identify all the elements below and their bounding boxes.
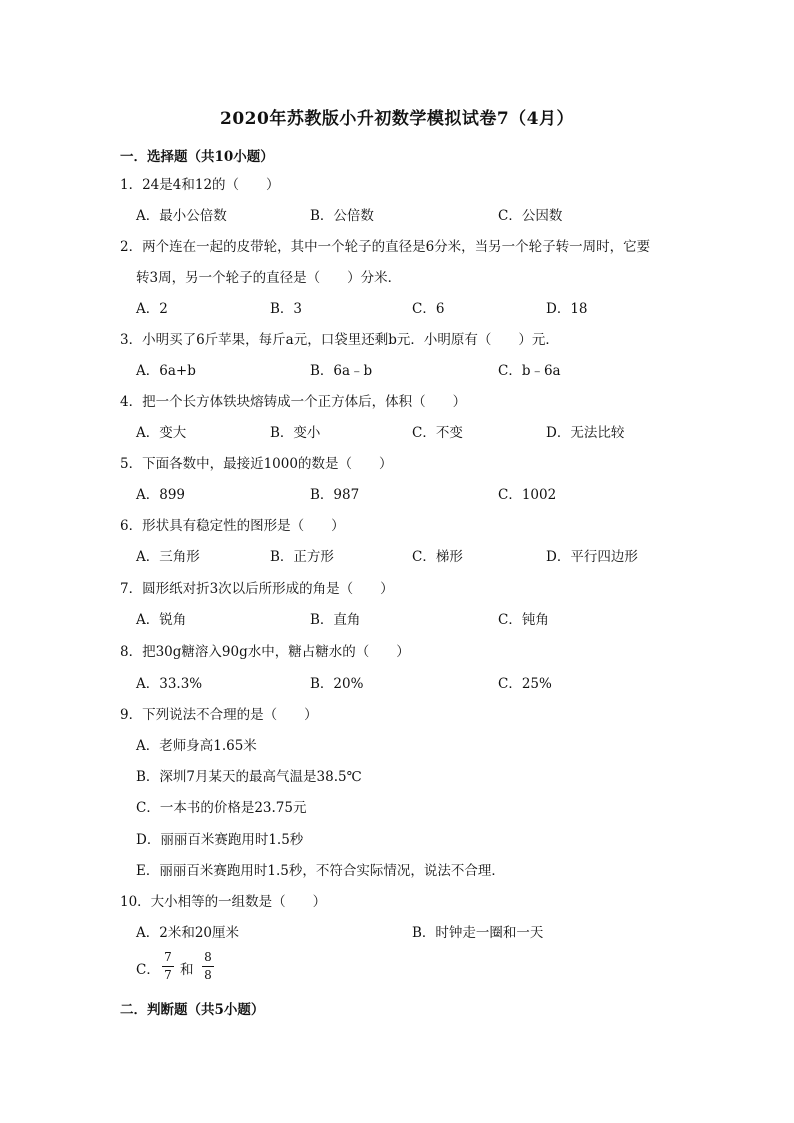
- question-1: 1．24是4和12的（ ）: [120, 177, 280, 193]
- option-c: C．一本书的价格是23.75元: [136, 800, 307, 816]
- option-c: C．6: [412, 301, 445, 317]
- option-d: D．18: [546, 301, 588, 317]
- option-d: D．平行四边形: [546, 549, 638, 565]
- options-4: [136, 423, 696, 443]
- option-c-row: [136, 950, 696, 982]
- option-c: C．不变: [412, 425, 463, 441]
- question-8: 8．把30g糖溶入90g水中，糖占糖水的（ ）: [120, 644, 410, 660]
- fraction-numerator: 7: [164, 950, 172, 964]
- option-b: B．正方形: [270, 549, 334, 565]
- and-word: 和: [180, 962, 194, 978]
- options-7: [136, 610, 696, 630]
- option-b: B．直角: [310, 612, 361, 628]
- options-3: [136, 361, 696, 381]
- fraction-seven-sevenths: [162, 950, 174, 983]
- fraction-denominator: 8: [204, 968, 212, 982]
- option-c: C．梯形: [412, 549, 463, 565]
- options-8: [136, 674, 696, 694]
- question-2-continued: 转3周，另一个轮子的直径是（ ）分米．: [136, 270, 402, 286]
- option-a: A．33.3%: [136, 676, 203, 692]
- option-a: A．最小公倍数: [136, 208, 227, 224]
- question-2: 2．两个连在一起的皮带轮，其中一个轮子的直径是6分米，当另一个轮子转一周时，它要: [120, 239, 651, 255]
- question-6: 6．形状具有稳定性的图形是（ ）: [120, 518, 345, 534]
- options-10: [136, 923, 696, 943]
- fraction-numerator: 8: [204, 950, 212, 964]
- option-a: A．2米和20厘米: [136, 925, 240, 941]
- option-d: D．丽丽百米赛跑用时1.5秒: [136, 832, 304, 848]
- option-b: B．深圳7月某天的最高气温是38.5℃: [136, 769, 362, 785]
- options-1: [136, 206, 696, 226]
- fraction-eight-eighths: [202, 950, 214, 983]
- option-d: D．无法比较: [546, 425, 625, 441]
- options-2: [136, 299, 696, 319]
- option-b: B．公倍数: [310, 208, 374, 224]
- option-b: B．20%: [310, 676, 364, 692]
- question-9: 9．下列说法不合理的是（ ）: [120, 707, 318, 723]
- page-title: 2020年苏教版小升初数学模拟试卷7（4月）: [220, 109, 574, 129]
- option-c: C．公因数: [498, 208, 563, 224]
- question-5: 5．下面各数中，最接近1000的数是（ ）: [120, 456, 393, 472]
- fraction-bar: [202, 966, 214, 967]
- question-10: 10．大小相等的一组数是（ ）: [120, 894, 327, 910]
- fraction-bar: [162, 966, 174, 967]
- option-a: A．变大: [136, 425, 187, 441]
- fraction-denominator: 7: [164, 968, 172, 982]
- option-a: A．老师身高1.65米: [136, 738, 257, 754]
- options-5: [136, 485, 696, 505]
- option-c: C．25%: [498, 676, 552, 692]
- question-4: 4．把一个长方体铁块熔铸成一个正方体后，体积（ ）: [120, 394, 467, 410]
- question-7: 7．圆形纸对折3次以后所形成的角是（ ）: [120, 581, 394, 597]
- option-c: C．1002: [498, 487, 557, 503]
- option-b: B．时钟走一圈和一天: [412, 925, 544, 941]
- option-a: A．2: [136, 301, 168, 317]
- question-3: 3．小明买了6斤苹果，每斤a元，口袋里还剩b元．小明原有（ ）元．: [120, 332, 559, 348]
- option-a: A．锐角: [136, 612, 187, 628]
- option-e: E．丽丽百米赛跑用时1.5秒，不符合实际情况，说法不合理．: [136, 863, 505, 879]
- section-heading-choice: 一．选择题（共10小题）: [120, 149, 274, 165]
- option-b: B．6a﹣b: [310, 363, 373, 379]
- option-a: A．三角形: [136, 549, 200, 565]
- option-c: C．b﹣6a: [498, 363, 561, 379]
- option-b: B．987: [310, 487, 360, 503]
- option-b: B．3: [270, 301, 303, 317]
- option-a: A．899: [136, 487, 186, 503]
- section-heading-judgement: 二．判断题（共5小题）: [120, 1002, 265, 1018]
- option-c: C．钝角: [498, 612, 549, 628]
- option-b: B．变小: [270, 425, 321, 441]
- option-a: A．6a+b: [136, 363, 196, 379]
- options-6: [136, 547, 696, 567]
- option-c: C．: [136, 962, 160, 978]
